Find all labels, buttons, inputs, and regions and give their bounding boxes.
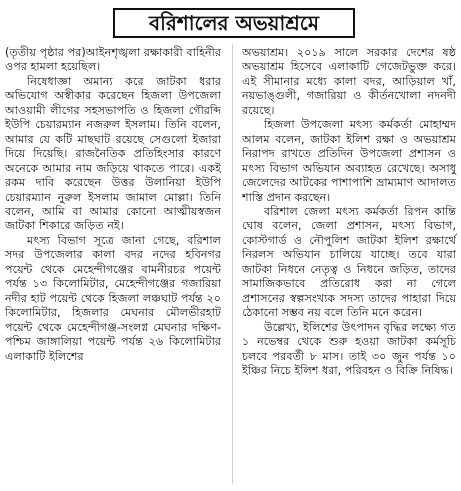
- article-paragraph: অভয়াশ্রম। ২০১৯ সালে সরকার দেশের ষষ্ঠ অভয়াশ্রম হিসেবে এলাকাটি গেজেটভুক্ত করে। এই সীমানার মধ্যে কালা বদর, আড়িয়াল খাঁ, নয়ভাঙ্গুলী, গজারিয়া ও কীর্তনখোলা নদনদী রয়েছে।: [242, 46, 456, 117]
- article-paragraph: মৎস্য বিভাগ সূত্রে জানা গেছে, বরিশাল সদর উপজেলার কালা বদর নদের হবিনগর পয়েন্ট থেকে মেহেন্দীগঞ্জের বামনীরচর পয়েন্ট পর্যন্ত ১৩ কিলোমিটার, মেহেন্দীগঞ্জের গজারিয়া নদীর হাট পয়েন্ট থেকে হিজলা লঞ্চঘাট পর্যন্ত ২০ কিলোমিটার, হিজলার মেঘনার মৌলভীরহাট পয়েন্ট থেকে মেহেন্দীগঞ্জ-সংলগ্ন মেঘনার দক্ষিণ-পশ্চিম জাঙ্গালিয়া পয়েন্ট পর্যন্ত ২৬ কিলোমিটার এলাকাটি ইলিশের: [5, 233, 221, 363]
- article-headline: বরিশালের অভয়াশ্রমে: [149, 11, 319, 35]
- article-paragraph: নিষেধাজ্ঞা অমান্য করে জাটকা ধরার অভিযোগ অস্বীকার করেছেন হিজলা উপজেলা আওয়ামী লীগের সহসভাপতি ও হিজলা গৌরব্দি ইউপি চেয়ারম্যান নজরুল ইসলাম। তিনি বলেন, আমার যে কটি মাছঘাট রয়েছে সেগুলো ইজারা দিয়ে দিয়েছি। রাজনৈতিক প্রতিহিংসার কারণে অনেকে আমার নাম জড়িয়ে থাকতে পারে। একই রকম দাবি করেছেন উত্তর উলানিয়া ইউপি চেয়ারম্যান নুরুল ইসলাম জামাল মোল্লা। তিনি বলেন, আমি বা আমার কোনো আত্মীয়স্বজন জাটকা শিকারে জড়িত নই।: [5, 74, 221, 233]
- article-column-right: [242, 46, 456, 378]
- article-paragraph: (তৃতীয় পৃষ্ঠার পর)আইনশৃঙ্খলা রক্ষাকারী বাহিনীর ওপর হামলা হয়েছিল।: [5, 46, 221, 74]
- headline-box: [113, 8, 355, 38]
- article-paragraph: হিজলা উপজেলা মৎস্য কর্মকর্তা মোহাম্মদ আলম বলেন, জাটকা ইলিশ রক্ষা ও অভয়াশ্রম নিরাপদ রাখতে প্রতিদিন উপজেলা প্রশাসন ও মৎস্য বিভাগ অভিযান অব্যাহত রেখেছে। অসাধু জেলেদের আটকের পাশাপাশি ভ্রাম্যমাণ আদালত শাস্তি প্রদান করছেন।: [242, 118, 456, 204]
- article-column-left: [5, 46, 221, 364]
- column-divider: [232, 44, 233, 484]
- article-paragraph: বরিশাল জেলা মৎস্য কর্মকর্তা রিপন কান্তি ঘোষ বলেন, জেলা প্রশাসন, মৎস্য বিভাগ, কোস্টগার্ড ও নৌপুলিশ জাটকা ইলিশ রক্ষার্থে নিরলস অভিযান চালিয়ে যাচ্ছে। তবে যারা জাটকা নিধনে নেতৃত্ব ও নিধনে জড়িত, তাদের সামাজিকভাবে প্রতিরোধ করা না গেলে প্রশাসনের স্বল্পসংখ্যক সদস্য তাদের পাহারা দিয়ে ঠেকানো সম্ভব নয় বলে তিনি মনে করেন।: [242, 204, 456, 320]
- article-paragraph: উল্লেখ্য, ইলিশের উৎপাদন বৃদ্ধির লক্ষ্যে গত ১ নভেম্বর থেকে শুরু হওয়া জাটকা কর্মসূচি চলবে পরবর্তী ৮ মাস। তাই ৩০ জুন পর্যন্ত ১০ ইঞ্চির নিচে ইলিশ ধরা, পরিবহন ও বিক্রি নিষিদ্ধ।: [242, 320, 456, 377]
